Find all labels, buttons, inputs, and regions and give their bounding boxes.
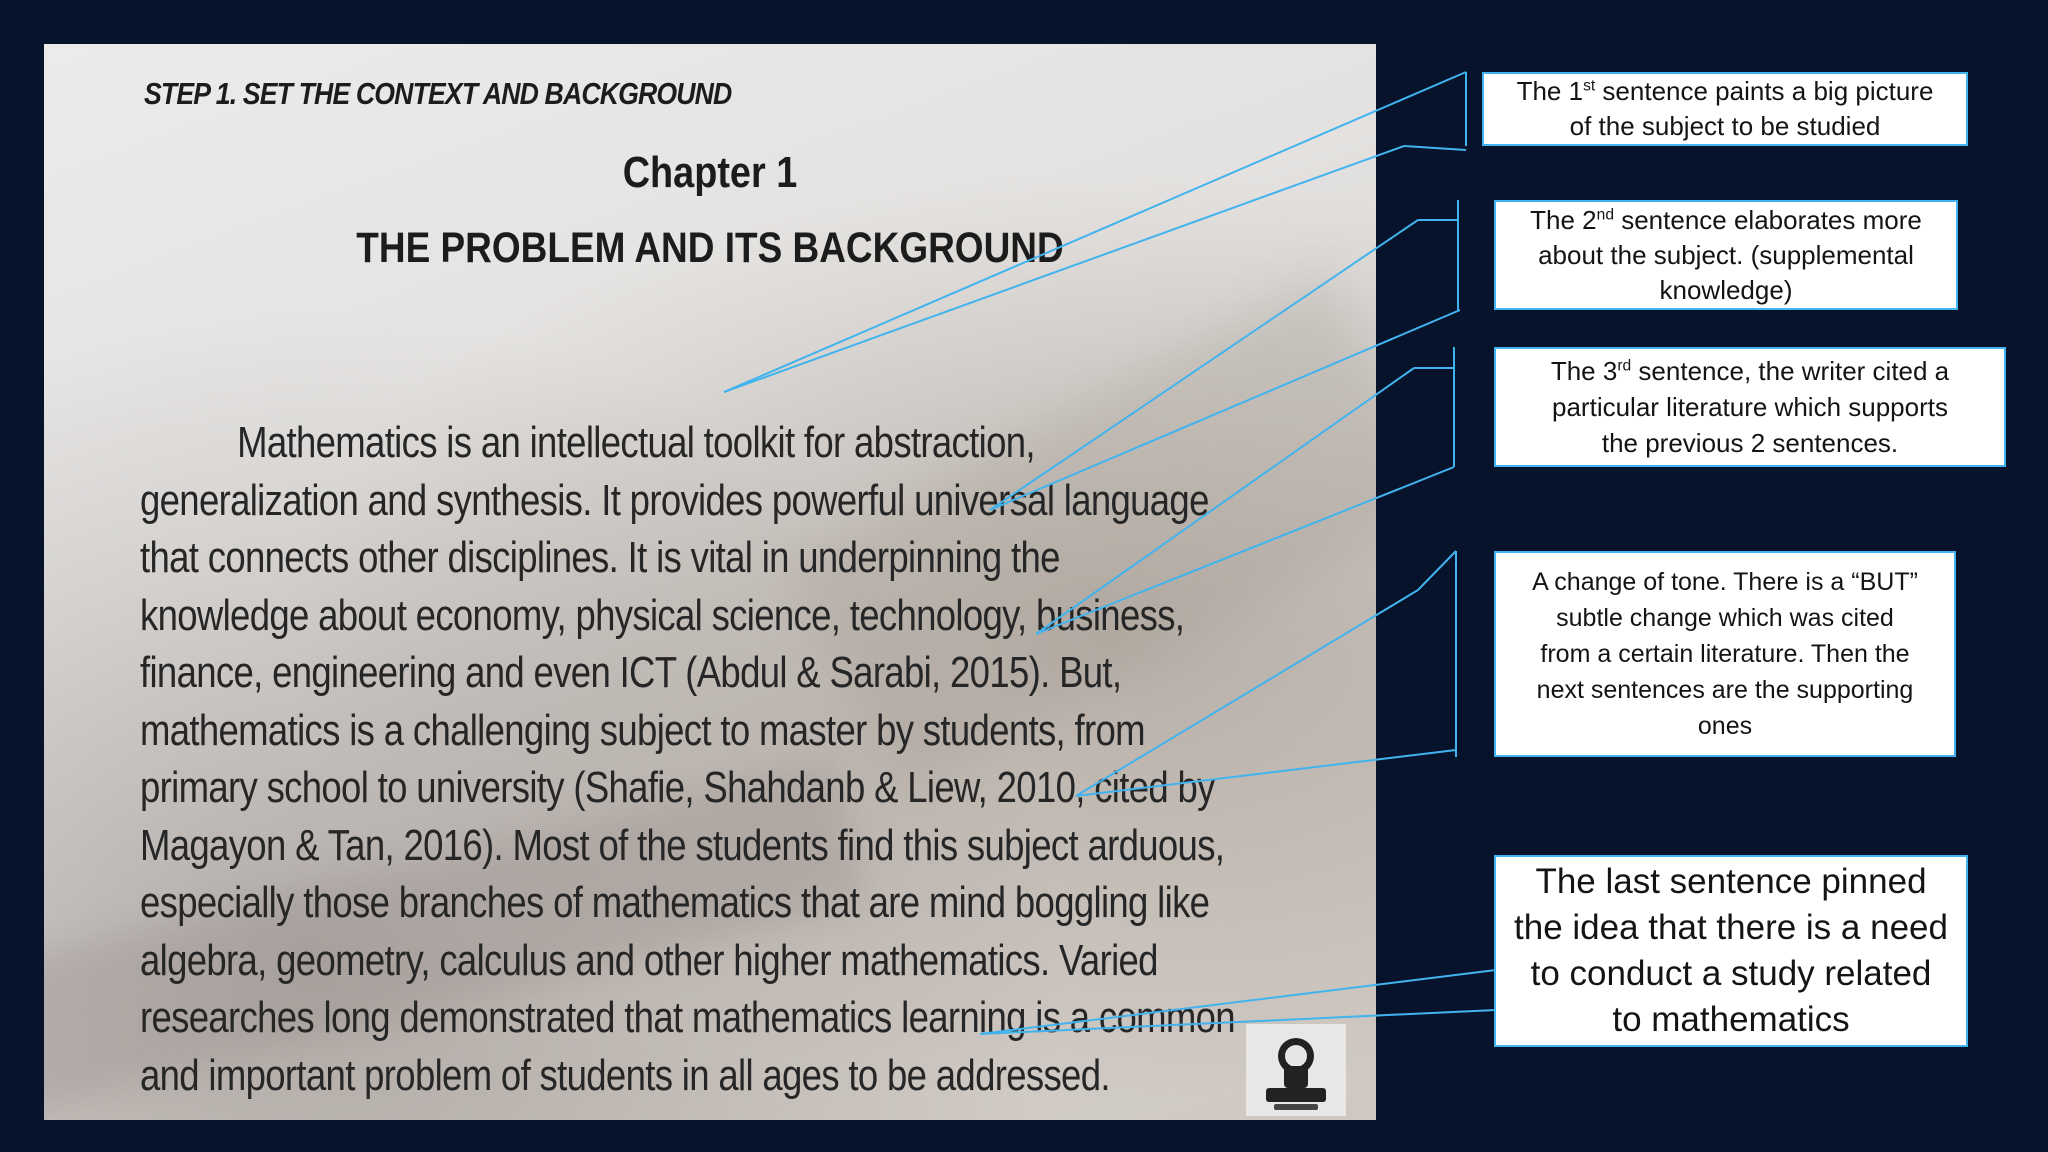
callout-line: particular literature which supports: [1552, 392, 1948, 422]
logo-mark-icon: [1252, 1026, 1340, 1114]
paragraph-line: and important problem of students in all ages to be addressed.: [140, 1050, 1110, 1100]
ordinal-suffix: rd: [1617, 357, 1632, 375]
callout-line: to mathematics: [1612, 1000, 1850, 1039]
bracket-3: [1414, 347, 1454, 467]
callout-line: to conduct a study related: [1530, 954, 1932, 993]
paragraph-line: knowledge about economy, physical science, technology, business,: [140, 590, 1185, 640]
callout-line: from a certain literature. Then the: [1540, 640, 1910, 668]
bracket-2: [1418, 200, 1458, 310]
callout-text: sentence paints a big picture: [1595, 76, 1934, 106]
callout-line: [1496, 203, 1956, 238]
callout-line: the idea that there is a need: [1514, 908, 1948, 947]
callout-line: [1496, 353, 2004, 389]
callout-line: ones: [1697, 712, 1753, 740]
step-title: STEP 1. SET THE CONTEXT AND BACKGROUND: [144, 76, 732, 111]
callout-text: sentence, the writer cited a: [1631, 356, 1950, 386]
slide-screenshot: [44, 44, 1376, 1120]
paragraph-line: Mathematics is an intellectual toolkit for abstraction,: [237, 418, 1035, 467]
paragraph-line: Magayon & Tan, 2016). Most of the students find this subject arduous,: [140, 820, 1225, 870]
paragraph-line: generalization and synthesis. It provides powerful universal language: [140, 475, 1209, 525]
paragraph-line: researches long demonstrated that mathematics learning is a common: [140, 993, 1235, 1042]
callout-line: [1484, 74, 1966, 109]
callout-text: The 3: [1550, 356, 1618, 386]
callout-line: of the subject to be studied: [1569, 111, 1881, 141]
paragraph-line: especially those branches of mathematics that are mind boggling like: [140, 878, 1210, 927]
paragraph-line: that connects other disciplines. It is vital in underpinning the: [140, 533, 1060, 582]
callout-line: about the subject. (supplemental: [1538, 239, 1914, 270]
callout-text: The 1: [1516, 76, 1584, 106]
callout-third-sentence: [1494, 347, 2006, 467]
paragraph-line: mathematics is a challenging subject to master by students, from: [140, 705, 1145, 755]
callout-line: A change of tone. There is a “BUT”: [1532, 568, 1918, 596]
bracket-1: [1404, 72, 1466, 150]
callout-text: The 2: [1530, 204, 1597, 235]
callout-line: the previous 2 sentences.: [1601, 428, 1899, 458]
paragraph-line: algebra, geometry, calculus and other higher mathematics. Varied: [140, 935, 1158, 985]
channel-logo: [1246, 1024, 1346, 1116]
section-title: THE PROBLEM AND ITS BACKGROUND: [356, 224, 1064, 272]
callout-first-sentence: [1482, 72, 1968, 146]
callout-last-sentence: [1494, 855, 1968, 1047]
callout-line: subtle change which was cited: [1556, 604, 1894, 632]
ordinal-suffix: st: [1583, 77, 1596, 95]
callout-change-of-tone: [1494, 551, 1956, 757]
callout-text: sentence elaborates more: [1614, 204, 1922, 235]
callout-second-sentence: [1494, 200, 1958, 310]
callout-line: The last sentence pinned: [1535, 862, 1927, 901]
paragraph-line: primary school to university (Shafie, Shahdanb & Liew, 2010, cited by: [140, 763, 1215, 812]
callout-line: knowledge): [1659, 274, 1793, 305]
ordinal-suffix: nd: [1596, 205, 1614, 223]
callout-line: next sentences are the supporting: [1536, 676, 1914, 704]
paragraph-line: finance, engineering and even ICT (Abdul & Sarabi, 2015). But,: [140, 648, 1122, 697]
body-paragraph: [140, 414, 1370, 1104]
chapter-title: Chapter 1: [622, 148, 798, 197]
